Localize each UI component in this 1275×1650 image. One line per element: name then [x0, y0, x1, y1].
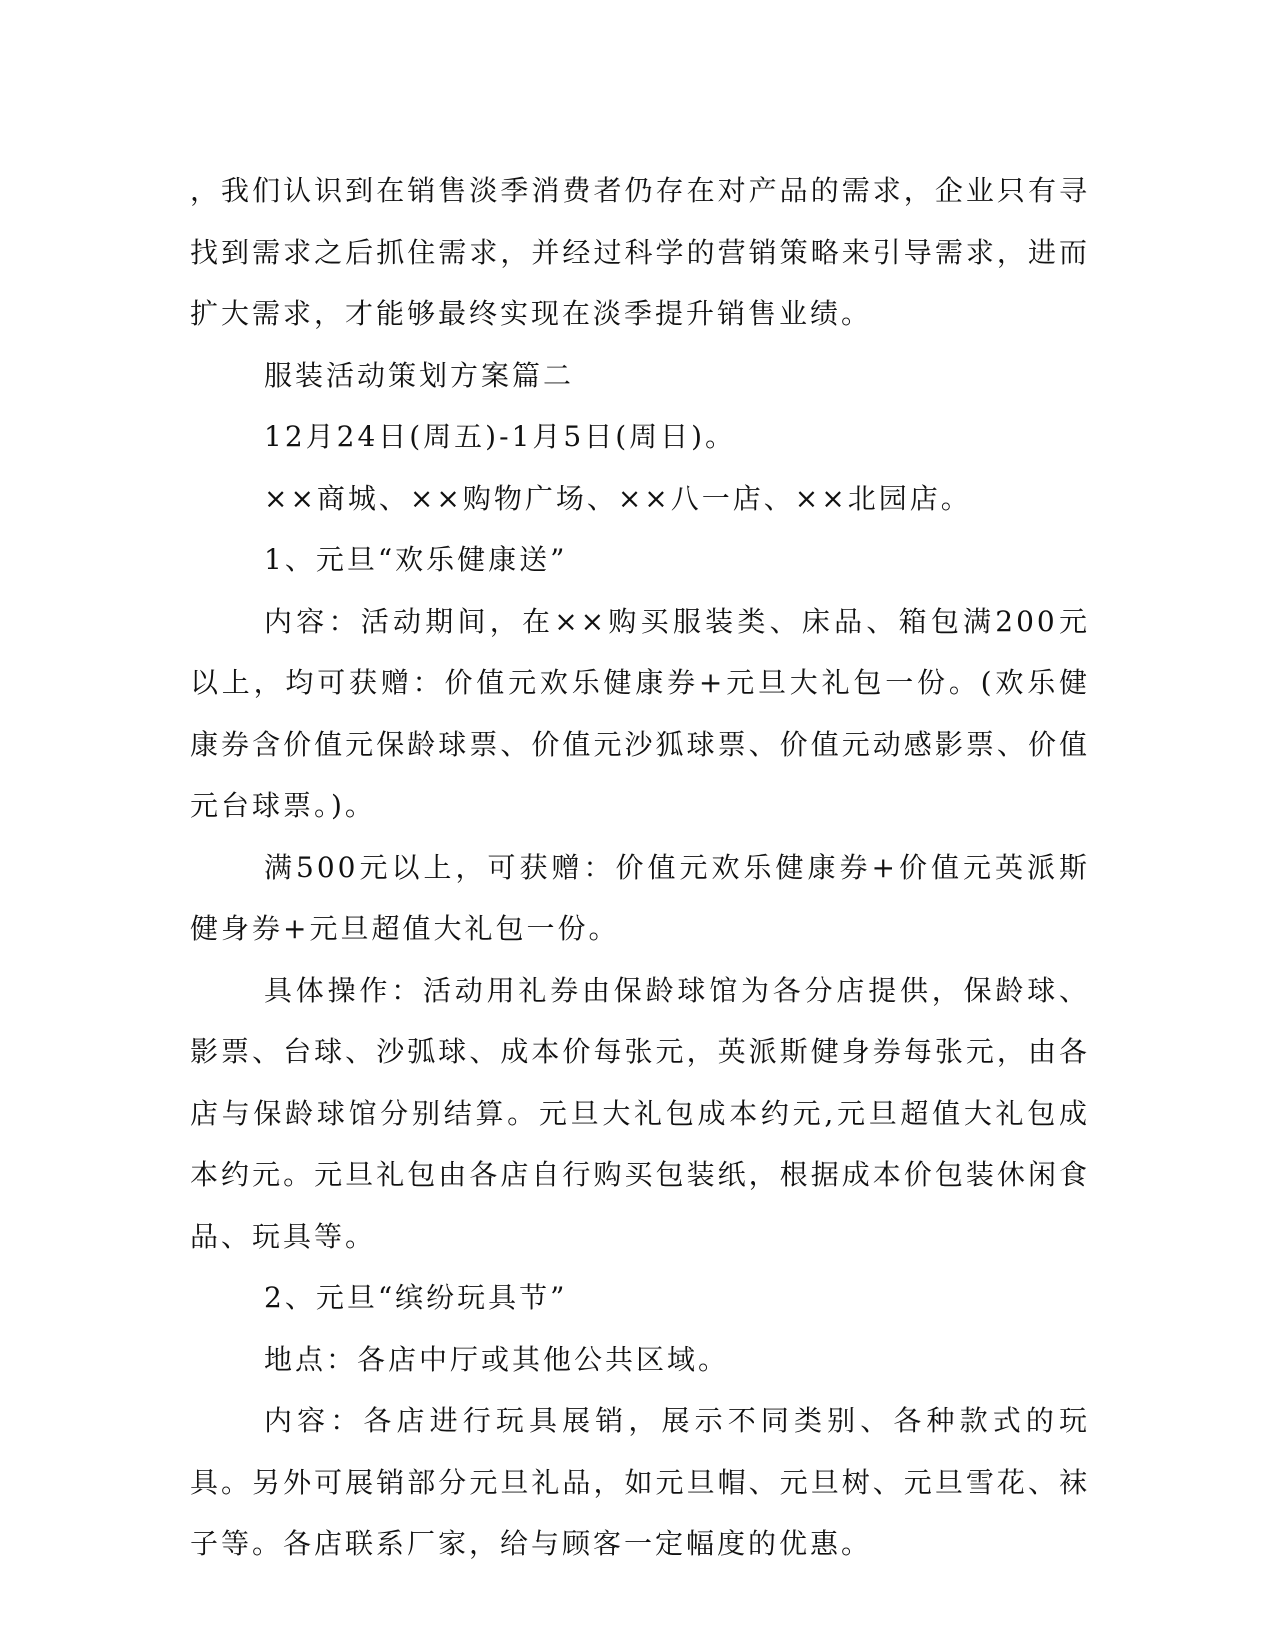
- paragraph-continuation: ，我们认识到在销售淡季消费者仍存在对产品的需求，企业只有寻找到需求之后抓住需求，并经过科学的营销策略来引导需求，进而扩大需求，才能够最终实现在淡季提升销售业绩。: [190, 174, 1090, 330]
- subheading-activity-2: 2、元旦“缤纷玩具节”: [264, 1281, 568, 1314]
- paragraph-content-1: 内容：活动期间，在××购买服装类、床品、箱包满200元以上，均可获赠：价值元欢乐健康券+元旦大礼包一份。(欢乐健康券含价值元保龄球票、价值元沙狐球票、价值元动感影票、价值元台球票。)。: [190, 604, 1090, 822]
- paragraph-operation: 具体操作：活动用礼券由保龄球馆为各分店提供，保龄球、影票、台球、沙弧球、成本价每张元，英派斯健身券每张元，由各店与保龄球馆分别结算。元旦大礼包成本约元,元旦超值大礼包成本约元。元旦礼包由各店自行购买包装纸，根据成本价包装休闲食品、玩具等。: [190, 973, 1090, 1253]
- paragraph-venue: 地点：各店中厅或其他公共区域。: [264, 1342, 730, 1376]
- paragraph-content-2: 内容：各店进行玩具展销，展示不同类别、各种款式的玩具。另外可展销部分元旦礼品，如元旦帽、元旦树、元旦雪花、袜子等。各店联系厂家，给与顾客一定幅度的优惠。: [190, 1404, 1090, 1560]
- paragraph-locations: ××商城、××购物广场、××八一店、××北园店。: [264, 481, 972, 515]
- subheading-activity-1: 1、元旦“欢乐健康送”: [264, 543, 568, 576]
- document-body: [190, 160, 1090, 1575]
- paragraph-500-offer: 满500元以上，可获赠：价值元欢乐健康券+价值元英派斯健身券+元旦超值大礼包一份。: [190, 850, 1090, 945]
- section-heading: 服装活动策划方案篇二: [264, 358, 575, 392]
- paragraph-dates: 12月24日(周五)-1月5日(周日)。: [264, 420, 737, 453]
